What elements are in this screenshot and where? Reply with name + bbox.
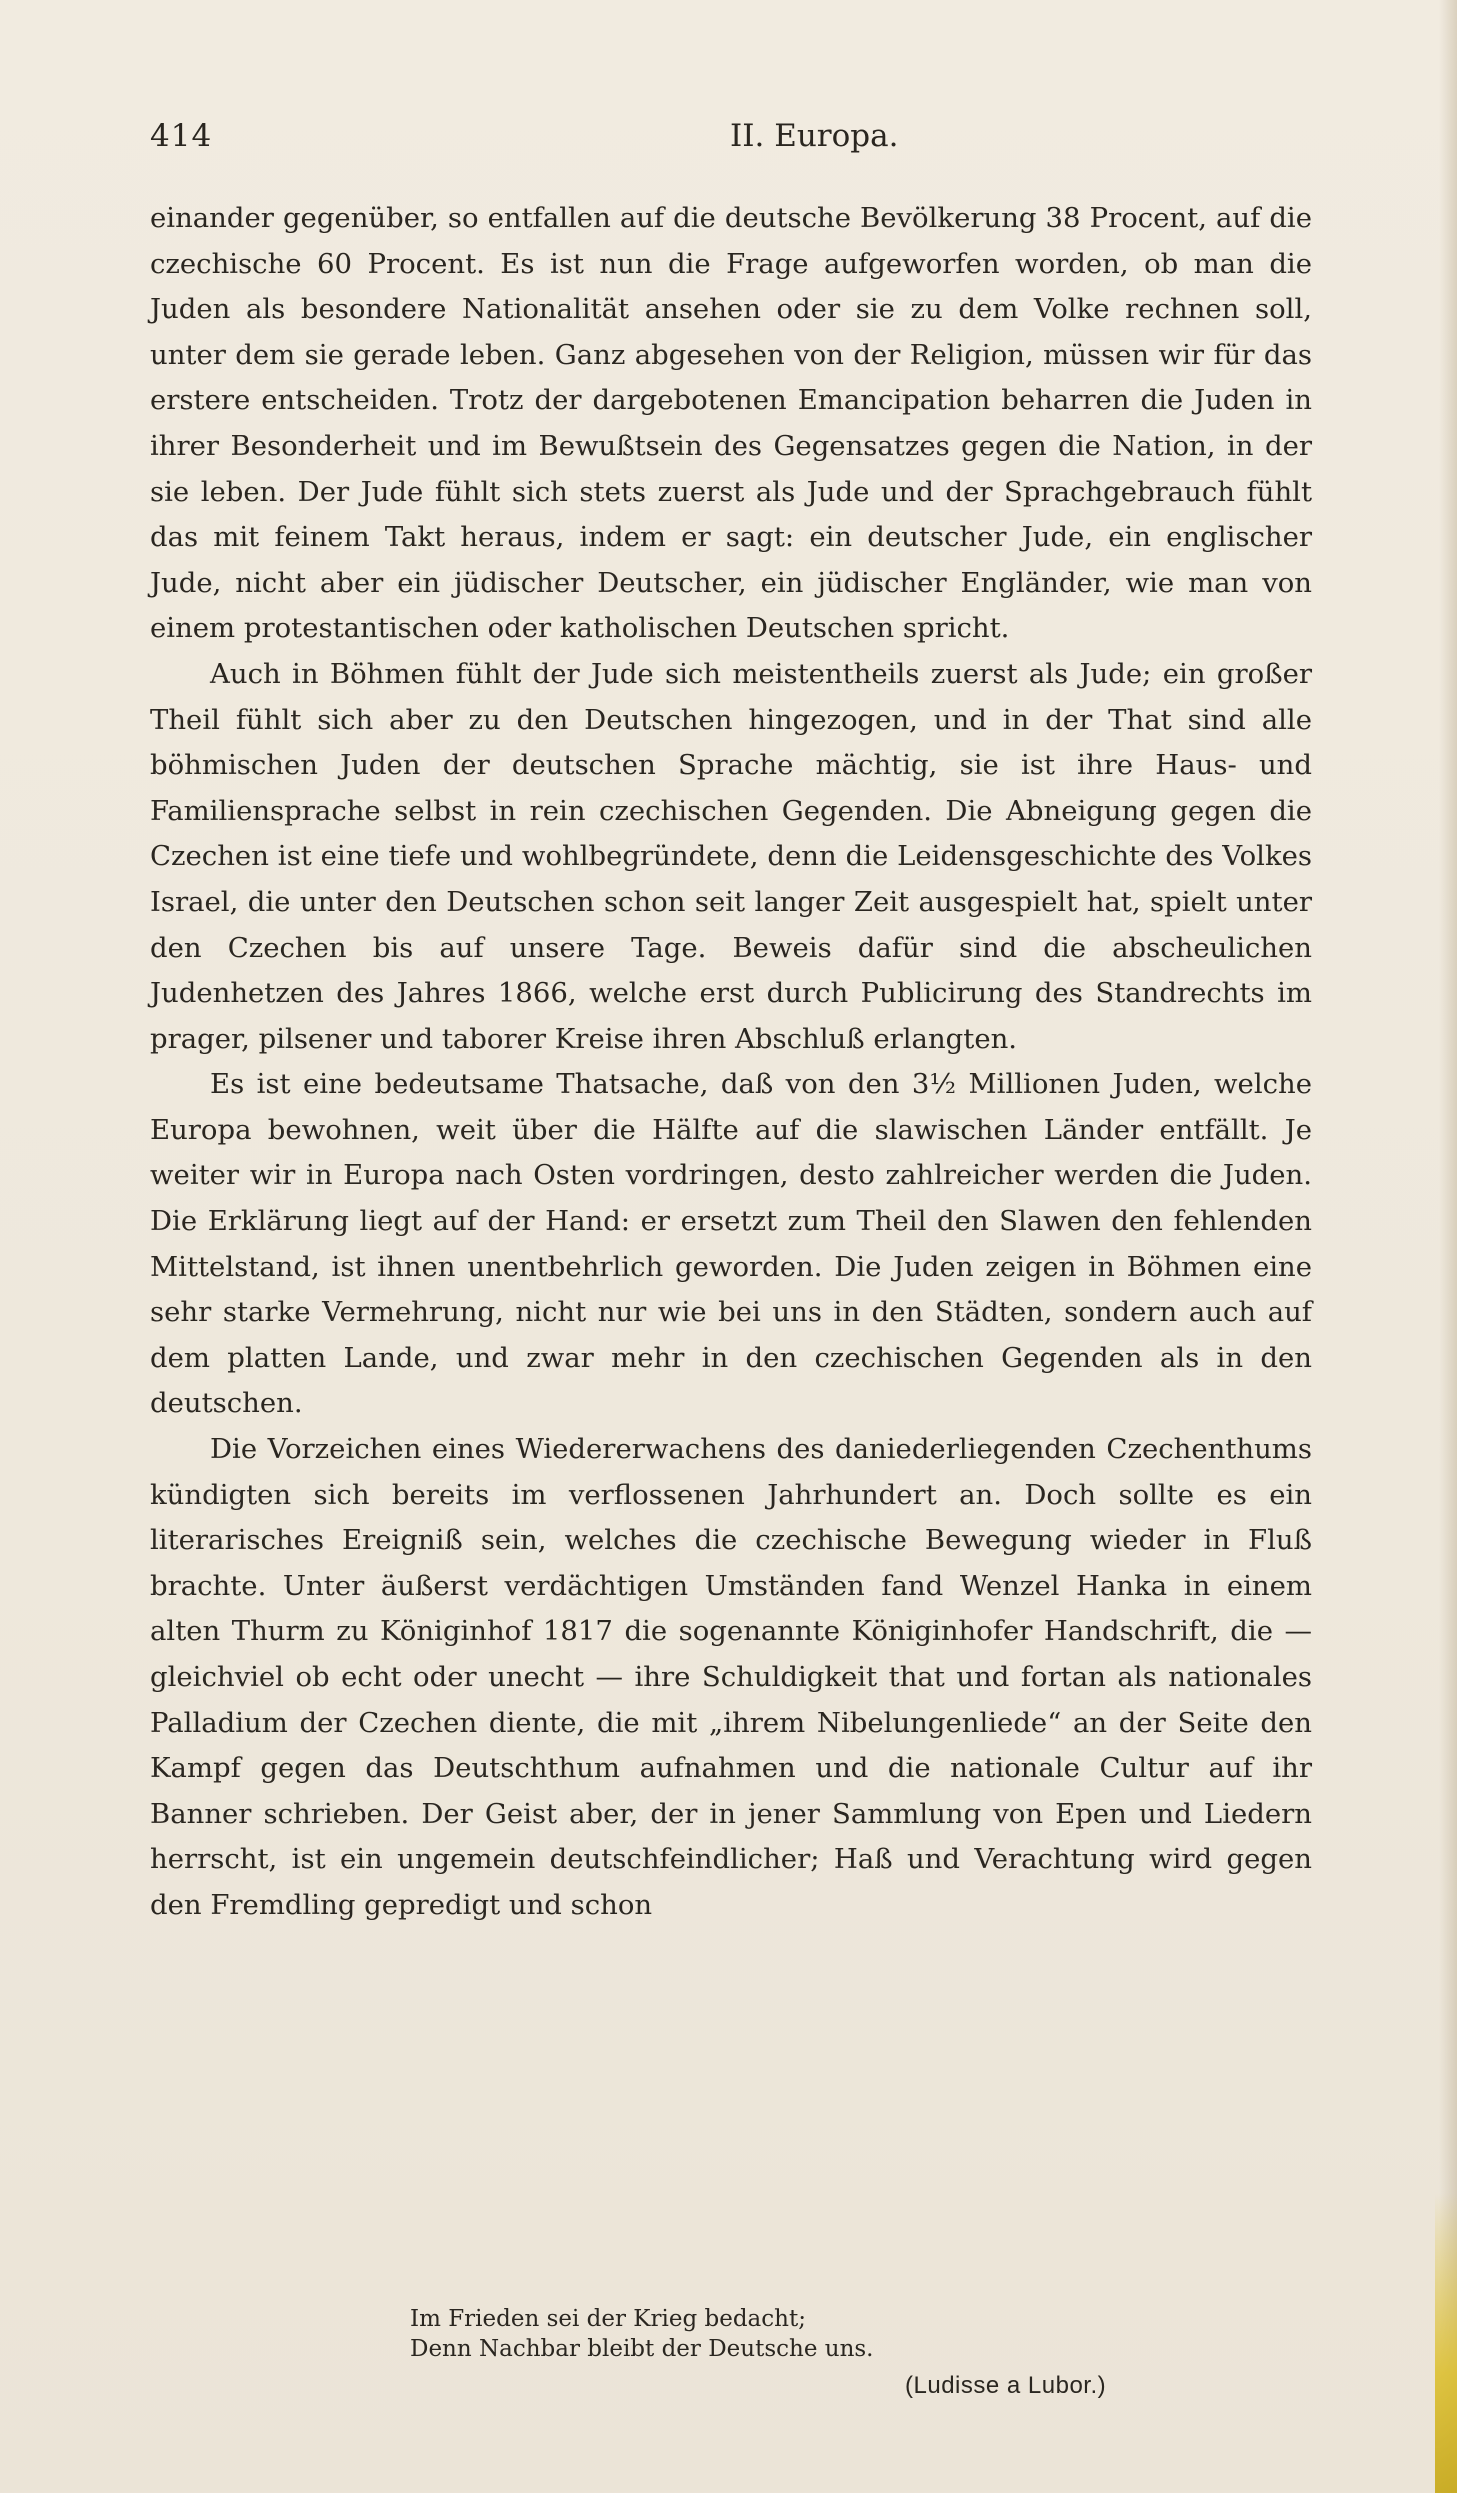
paragraph-2: Auch in Böhmen fühlt der Jude sich meistentheils zuerst als Jude; ein großer Theil fühlt sich aber zu den Deutschen hingezogen, und in der That sind alle böhmischen Juden der deutschen Sprache mächtig, sie ist ihre Haus- und Familiensprache selbst in rein czechischen Gegenden. Die Abneigung gegen die Czechen ist eine tiefe und wohlbegründete, denn die Leidensgeschichte des Volkes Israel, die unter den Deutschen schon seit langer Zeit ausgespielt hat, spielt unter den Czechen bis auf unsere Tage. Beweis dafür sind die abscheulichen Judenhetzen des Jahres 1866, welche erst durch Publicirung des Standrechts im prager, pilsener und taborer Kreise ihren Abschluß erlangten.	[150, 657, 1312, 1055]
page-number: 414	[150, 118, 213, 154]
page-header	[150, 118, 1310, 168]
paragraph-3: Es ist eine bedeutsame Thatsache, daß von den 3½ Millionen Juden, welche Europa bewohnen, weit über die Hälfte auf die slawischen Länder entfällt. Je weiter wir in Europa nach Osten vordringen, desto zahlreicher werden die Juden. Die Erklärung liegt auf der Hand: er ersetzt zum Theil den Slawen den fehlenden Mittelstand, ist ihnen unentbehrlich geworden. Die Juden zeigen in Böhmen eine sehr starke Vermehrung, nicht nur wie bei uns in den Städten, sondern auch auf dem platten Lande, und zwar mehr in den czechischen Gegenden als in den deutschen.	[150, 1068, 1312, 1420]
page-stain	[1435, 2193, 1457, 2493]
verse-attribution: (Ludisse a Lubor.)	[905, 2372, 1107, 2399]
paragraph-1: einander gegenüber, so entfallen auf die deutsche Bevölkerung 38 Procent, auf die czechische 60 Procent. Es ist nun die Frage aufgeworfen worden, ob man die Juden als besondere Nationalität ansehen oder sie zu dem Volke rechnen soll, unter dem sie gerade leben. Ganz abgesehen von der Religion, müssen wir für das erstere entscheiden. Trotz der dargebotenen Emancipation beharren die Juden in ihrer Besonderheit und im Bewußtsein des Gegensatzes gegen die Nation, in der sie leben. Der Jude fühlt sich stets zuerst als Jude und der Sprachgebrauch fühlt das mit feinem Takt heraus, indem er sagt: ein deutscher Jude, ein englischer Jude, nicht aber ein jüdischer Deutscher, ein jüdischer Engländer, wie man von einem protestantischen oder katholischen Deutschen spricht.	[150, 202, 1312, 645]
verse-line-2: Denn Nachbar bleibt der Deutsche uns.	[410, 2336, 874, 2362]
page-edge-shadow	[1439, 0, 1457, 2493]
body-text	[150, 196, 1312, 1929]
running-title: II. Europa.	[730, 118, 899, 154]
verse-line-1: Im Frieden sei der Krieg bedacht;	[410, 2306, 806, 2332]
verse-quote	[410, 2304, 1110, 2364]
paragraph-4: Die Vorzeichen eines Wiedererwachens des daniederliegenden Czechenthums kündigten sich bereits im verflossenen Jahrhundert an. Doch sollte es ein literarisches Ereigniß sein, welches die czechische Bewegung wieder in Fluß brachte. Unter äußerst verdächtigen Umständen fand Wenzel Hanka in einem alten Thurm zu Königinhof 1817 die sogenannte Königinhofer Handschrift, die — gleichviel ob echt oder unecht — ihre Schuldigkeit that und fortan als nationales Palladium der Czechen diente, die mit „ihrem Nibelungenliede“ an der Seite den Kampf gegen das Deutschthum aufnahmen und die nationale Cultur auf ihr Banner schrieben. Der Geist aber, der in jener Sammlung von Epen und Liedern herrscht, ist ein ungemein deutschfeindlicher; Haß und Verachtung wird gegen den Fremdling gepredigt und schon	[150, 1433, 1312, 1921]
